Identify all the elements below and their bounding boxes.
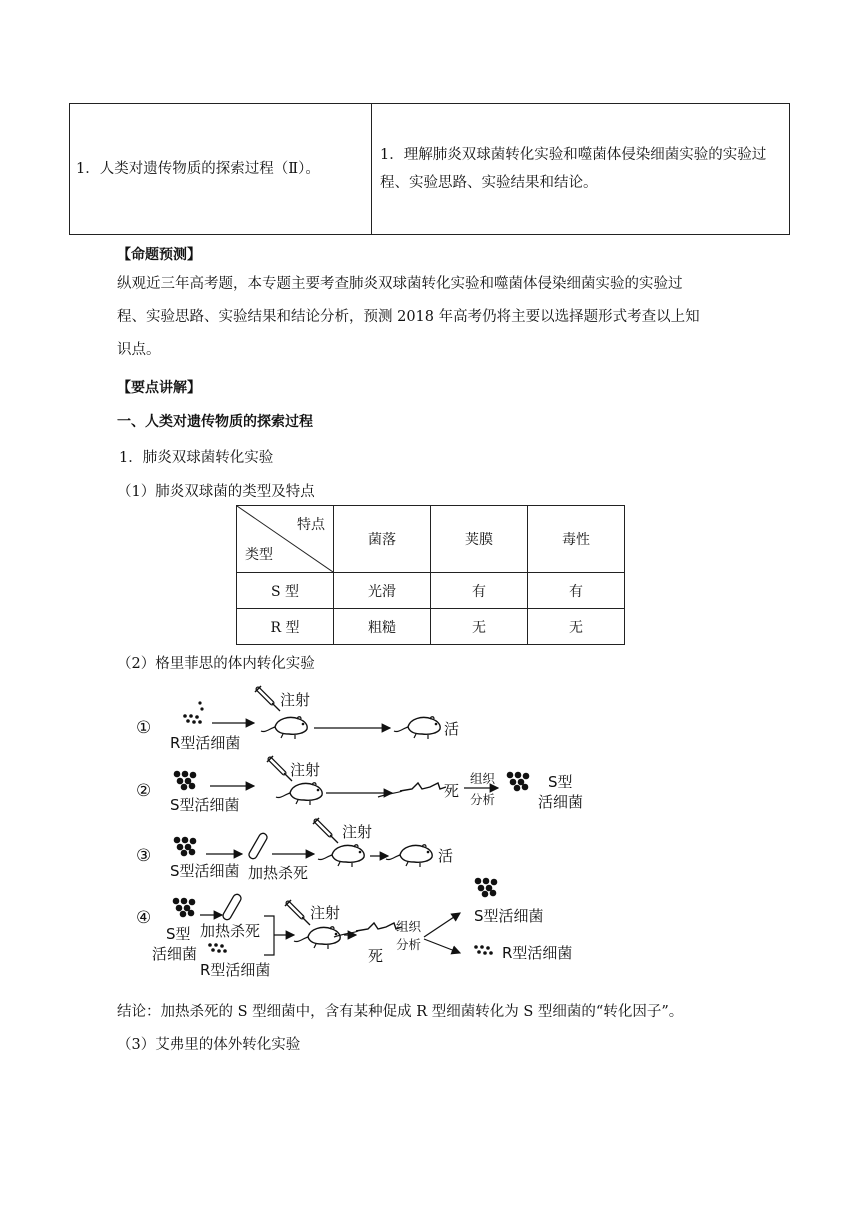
experiment-num: ①	[136, 718, 152, 738]
r-bacteria-dots	[474, 945, 493, 955]
label-r-live: R型活细菌	[200, 961, 271, 979]
label-inject: 注射	[310, 904, 341, 922]
table-cell: 有	[528, 573, 625, 609]
row-type: S 型	[237, 573, 334, 609]
row-type: R 型	[237, 609, 334, 645]
prediction-line-2: 程、实验思路、实验结果和结论分析，预测 2018 年高考仍将主要以选择题形式考查以上知	[117, 309, 700, 325]
s-bacteria-cluster	[507, 772, 530, 792]
subsection-1-2: （2）格里菲思的体内转化实验	[117, 656, 315, 672]
mouse-icon	[386, 845, 432, 867]
label-tissue: 组织	[470, 771, 496, 786]
label-heat-killed: 加热杀死	[248, 864, 309, 882]
label-s-type: S型	[548, 773, 573, 791]
label-alive: 活	[438, 847, 454, 865]
arrow	[424, 913, 460, 937]
label-s-live: S型活细菌	[170, 862, 240, 880]
label-tissue: 组织	[396, 919, 422, 934]
experiment-num: ③	[136, 846, 152, 866]
column-header: 菌落	[334, 506, 431, 573]
griffith-experiment-figure	[130, 683, 600, 983]
table-cell: 有	[431, 573, 528, 609]
label-dead: 死	[368, 947, 384, 965]
prediction-line-1: 纵观近三年高考题，本专题主要考查肺炎双球菌转化实验和噬菌体侵染细菌实验的实验过	[117, 276, 683, 292]
syringe-icon	[255, 686, 280, 711]
conclusion-text: 结论：加热杀死的 S 型细菌中，含有某种促成 R 型细菌转化为 S 型细菌的“转化因子”。	[117, 1004, 684, 1020]
label-s-live: S型活细菌	[170, 796, 240, 814]
section-heading: 一、人类对遗传物质的探索过程	[117, 414, 313, 430]
subsection-1-3: （3）艾弗里的体外转化实验	[117, 1037, 301, 1053]
objective-detail: 1．理解肺炎双球菌转化实验和噬菌体侵染细菌实验的实验过程、实验思路、实验结果和结论。	[372, 104, 790, 235]
syringe-icon	[285, 900, 310, 925]
table-cell: 粗糙	[334, 609, 431, 645]
mouse-icon	[276, 783, 322, 805]
prediction-heading: 【命题预测】	[117, 247, 201, 263]
bacteria-type-table	[236, 505, 625, 645]
s-bacteria-cluster	[173, 898, 196, 918]
test-tube-icon	[222, 893, 243, 921]
key-points-heading: 【要点讲解】	[117, 380, 201, 396]
subsection-1: 1．肺炎双球菌转化实验	[119, 450, 274, 466]
label-inject: 注射	[290, 761, 321, 779]
mouse-icon	[261, 717, 307, 739]
objective-requirement: 1．人类对遗传物质的探索过程（Ⅱ）。	[70, 104, 372, 235]
r-bacteria-dots	[208, 943, 227, 953]
label-analysis: 分析	[470, 792, 496, 807]
arrow	[424, 939, 460, 953]
experiment-num: ④	[136, 908, 152, 928]
label-s-type: S型	[166, 925, 191, 943]
r-bacteria-dots	[183, 714, 202, 724]
label-dead: 死	[444, 782, 460, 800]
table-cell: 无	[431, 609, 528, 645]
bracket	[264, 916, 286, 955]
mouse-icon	[394, 717, 440, 739]
label-s-live: S型活细菌	[474, 907, 544, 925]
dead-mouse-icon	[378, 783, 446, 797]
s-bacteria-cluster	[475, 878, 498, 898]
column-header: 荚膜	[431, 506, 528, 573]
label-r-live: R型活细菌	[502, 944, 573, 962]
table-corner-cell	[237, 506, 334, 573]
test-tube-icon	[248, 832, 269, 860]
mouse-icon	[318, 845, 364, 867]
label-heat-killed: 加热杀死	[200, 922, 261, 940]
table-cell: 无	[528, 609, 625, 645]
syringe-icon	[313, 818, 338, 843]
corner-feature-label: 特点	[297, 517, 325, 533]
label-alive: 活	[444, 720, 460, 738]
label-live-bacteria: 活细菌	[152, 945, 198, 963]
syringe-icon	[267, 756, 292, 781]
column-header: 毒性	[528, 506, 625, 573]
label-live-bacteria: 活细菌	[538, 793, 584, 811]
prediction-paragraph	[117, 268, 757, 367]
label-inject: 注射	[280, 691, 311, 709]
objectives-table	[69, 103, 790, 235]
label-analysis: 分析	[396, 937, 422, 952]
prediction-line-3: 识点。	[117, 342, 161, 358]
label-inject: 注射	[342, 823, 373, 841]
table-cell: 光滑	[334, 573, 431, 609]
corner-type-label: 类型	[245, 547, 273, 563]
label-r-live: R型活细菌	[170, 734, 241, 752]
mouse-icon	[294, 927, 340, 949]
experiment-num: ②	[136, 781, 152, 801]
s-bacteria-cluster	[174, 837, 197, 857]
subsection-1-1: （1）肺炎双球菌的类型及特点	[117, 484, 315, 500]
s-bacteria-cluster	[174, 771, 197, 791]
